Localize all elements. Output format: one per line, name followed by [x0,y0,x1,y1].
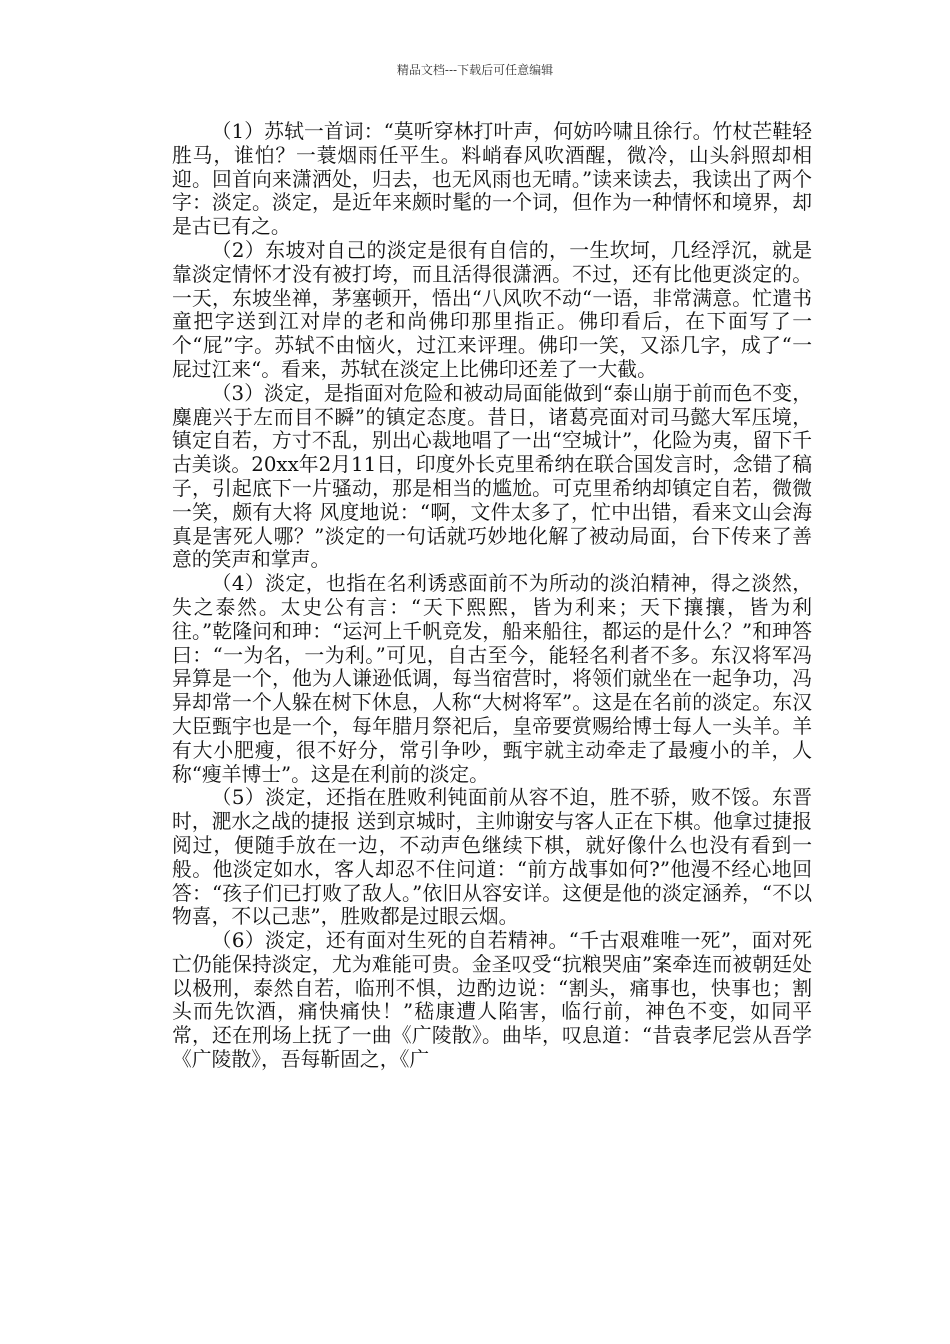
paragraph-4: （4）淡定，也指在名利诱惑面前不为所动的淡泊精神，得之淡然，失之泰然。太史公有言：“天下熙熙，皆为利来；天下攘攘，皆为利往。”乾隆问和珅：“运河上千帆竞发，船来船往，都运的是什么？”和珅答曰：“一为名，一为利。”可见，自古至今，能轻名利者不多。东汉将军冯异算是一个，他为人谦逊低调，每当宿营时，将领们就坐在一起争功，冯异却常一个人躲在树下休息，人称“大树将军”。这是在名前的淡定。东汉大臣甄宇也是一个，每年腊月祭祀后，皇帝要赏赐给博士每人一头羊。羊有大小肥瘦，很不好分，常引争吵，甄宇就主动牵走了最瘦小的羊，人称“瘦羊博士”。这是在利前的淡定。 [172,572,812,786]
paragraph-2: （2）东坡对自己的淡定是很有自信的，一生坎坷，几经浮沉，就是靠淡定情怀才没有被打垮，而且活得很潇洒。不过，还有比他更淡定的。一天，东坡坐禅，茅塞顿开，悟出“八风吹不动“一语，非常满意。忙遣书童把字送到江对岸的老和尚佛印那里指正。佛印看后，在下面写了一个“屁”字。苏轼不由恼火，过江来评理。佛印一笑，又添几字，成了“一屁过江来“。看来，苏轼在淡定上比佛印还差了一大截。 [172,238,812,381]
paragraph-5: （5）淡定，还指在胜败利钝面前从容不迫，胜不骄，败不馁。东晋时，淝水之战的捷报 送到京城时，主帅谢安与客人正在下棋。他拿过捷报阅过，便随手放在一边，不动声色继续下棋，就好像什么也没有看到一般。他淡定如水，客人却忍不住问道：“前方战事如何?”他漫不经心地回答：“孩子们已打败了敌人。”依旧从容安详。这便是他的淡定涵养，“不以物喜，不以己悲”，胜败都是过眼云烟。 [172,786,812,929]
paragraph-3: （3）淡定，是指面对危险和被动局面能做到“泰山崩于前而色不变，麋鹿兴于左而目不瞬”的镇定态度。昔日，诸葛亮面对司马懿大军压境，镇定自若，方寸不乱，别出心裁地唱了一出“空城计”，化险为夷，留下千古美谈。20xx年2月11日，印度外长克里希纳在联合国发言时，念错了稿子，引起底下一片骚动，那是相当的尴尬。可克里希纳却镇定自若，微微一笑，颇有大将 风度地说：“啊，文件太多了，忙中出错，看来文山会海真是害死人哪？”淡定的一句话就巧妙地化解了被动局面，台下传来了善意的笑声和掌声。 [172,381,812,572]
page-header: 精品文档---下载后可任意编辑 [396,63,554,77]
paragraph-1: （1）苏轼一首词：“莫听穿林打叶声，何妨吟啸且徐行。竹杖芒鞋轻胜马，谁怕？一蓑烟雨任平生。料峭春风吹酒醒，微冷，山头斜照却相迎。回首向来潇洒处，归去，也无风雨也无晴。”读来读去，我读出了两个字：淡定。淡定，是近年来颇时髦的一个词，但作为一种情怀和境界，却是古已有之。 [172,120,812,239]
paragraph-6: （6）淡定，还有面对生死的自若精神。“千古艰难唯一死”，面对死亡仍能保持淡定，尤为难能可贵。金圣叹受“抗粮哭庙”案牵连而被朝廷处以极刑，泰然自若，临刑不惧，边酌边说：“割头，痛事也，快事也；割头而先饮酒，痛快痛快！”嵇康遭人陷害，临行前，神色不变，如同平常，还在刑场上抚了一曲《广陵散》。曲毕，叹息道：“昔袁孝尼尝从吾学《广陵散》，吾每靳固之，《广 [172,929,812,1072]
document-body [172,120,812,1072]
